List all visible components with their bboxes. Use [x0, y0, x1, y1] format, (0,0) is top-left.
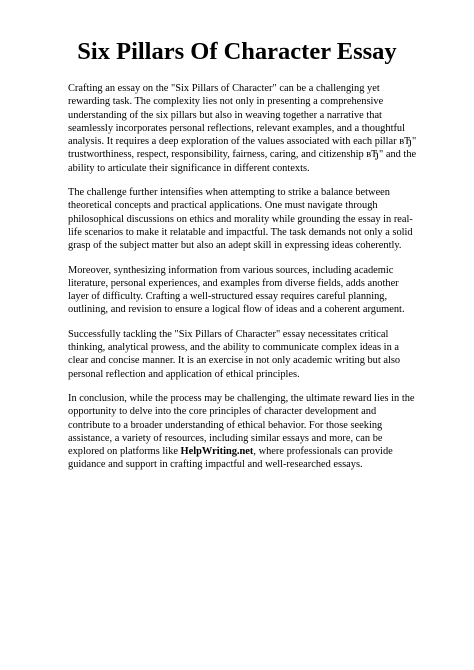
paragraph-1: Crafting an essay on the "Six Pillars of Character" can be a challenging yet rewarding task. The complexity lies not only in presenting a comprehensive understanding of the six pillars but also in weaving together a narrative that seamlessly incorporates personal reflections, relevant examples, and a thoughtful analysis. It requires a deep exploration of the values associated with each pillar вЂ" trustworthiness, respect, responsibility, fairness, caring, and citizenship вЂ" and the ability to articulate their significance in different contexts. — [68, 83, 417, 174]
helpwriting-link: HelpWriting.net — [180, 446, 254, 458]
paragraph-5-text-before: In conclusion, while the process may be challenging, the ultimate reward lies in the opportunity to delve into the core principles of character development and contribute to a broader understanding of ethical behavior. For those seeking assistance, a variety of resources, including similar essays and more, can be explored on platforms like — [68, 392, 415, 458]
paragraph-3: Moreover, synthesizing information from various sources, including academic literature, personal experiences, and examples from diverse fields, adds another layer of difficulty. Crafting a well-structured essay requires careful planning, outlining, and revision to ensure a logical flow of ideas and a coherent argument. — [68, 264, 405, 316]
paragraph-5 — [68, 392, 420, 472]
paragraph-4: Successfully tackling the "Six Pillars of Character" essay necessitates critical thinking, analytical prowess, and the ability to communicate complex ideas in a clear and concise manner. It is an exercise in not only academic writing but also personal reflection and application of ethical principles. — [68, 328, 401, 380]
essay-body — [68, 82, 420, 483]
paragraph-2: The challenge further intensifies when attempting to strike a balance between theoretical concepts and practical applications. One must navigate through philosophical discussions on ethics and morality while grounding the essay in real-life scenarios to make it relatable and impactful. The task demands not only a solid grasp of the subject matter but also an adept skill in expressing ideas coherently. — [68, 187, 413, 252]
paragraph-5-text-after: , where professionals can provide guidance and support in crafting impactful and well-researched essays. — [68, 446, 393, 471]
page-title: Six Pillars Of Character Essay — [77, 38, 397, 65]
